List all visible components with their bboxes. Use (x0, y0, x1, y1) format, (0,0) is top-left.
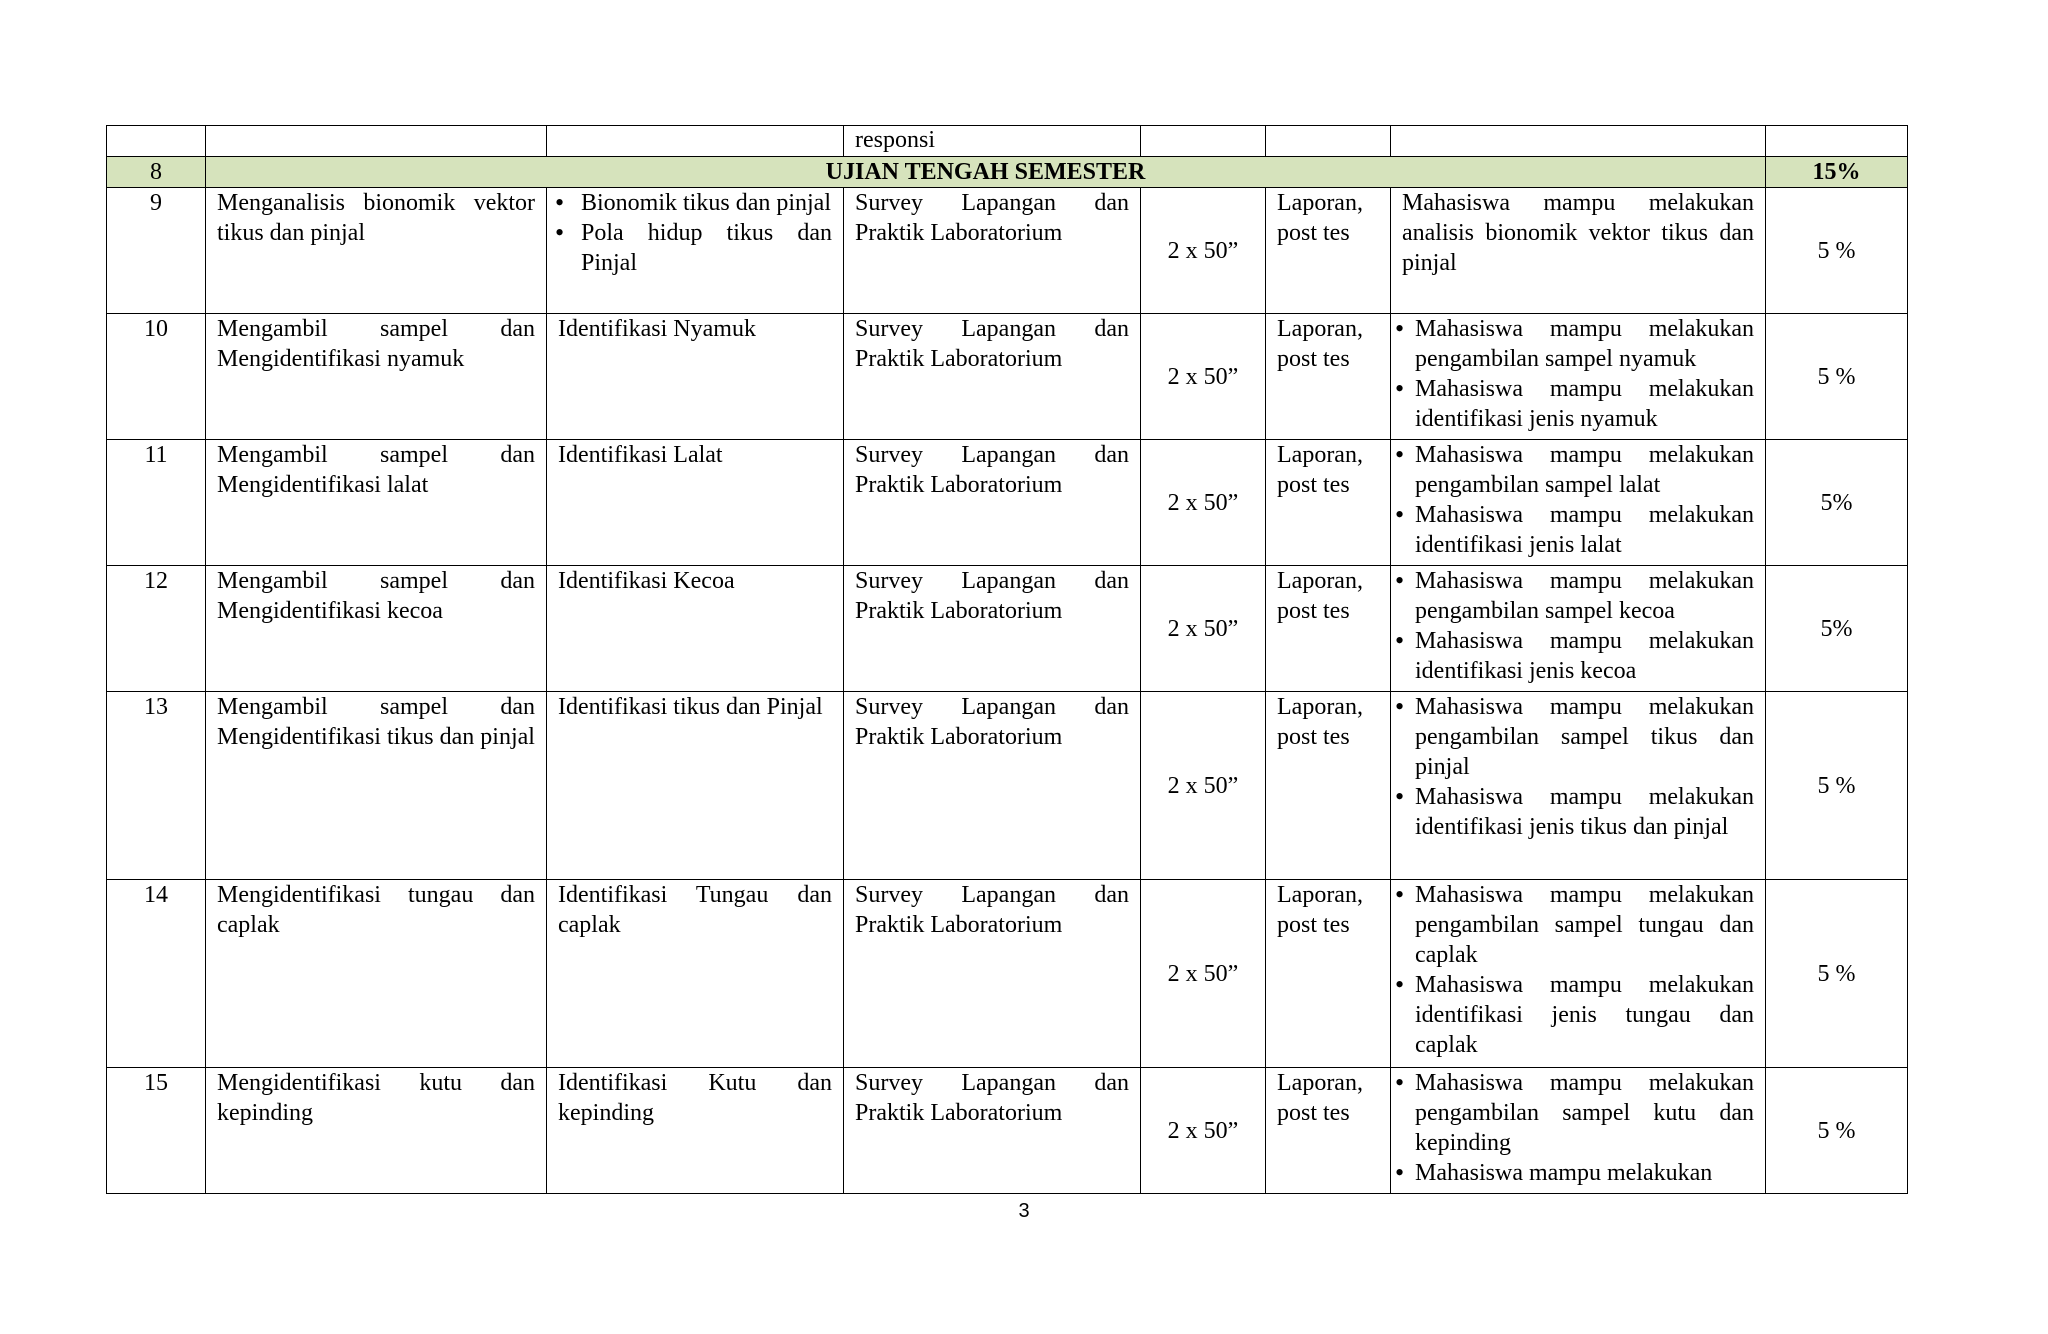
method-cell: Survey Lapangan dan Praktik Laboratorium (844, 880, 1141, 1068)
ability-cell: Mengidentifikasi kutu dan kepinding (206, 1068, 547, 1194)
weight-cell: 5 % (1766, 692, 1908, 880)
ability-cell: Mengambil sampel dan Mengidentifikasi nyamuk (206, 314, 547, 440)
criteria-cell (1391, 314, 1766, 440)
lesson-plan-table (106, 125, 1908, 1194)
experience-cell: Laporan, post tes (1266, 880, 1391, 1068)
material-cell: Identifikasi Tungau dan caplak (547, 880, 844, 1068)
experience-cell: Laporan, post tes (1266, 692, 1391, 880)
criteria-cell (1391, 692, 1766, 880)
experience-cell: Laporan, post tes (1266, 1068, 1391, 1194)
midterm-exam-row (107, 157, 1908, 188)
time-cell: 2 x 50” (1141, 880, 1266, 1068)
table-row (107, 314, 1908, 440)
bullet-list (1394, 314, 1754, 434)
week-cell: 11 (107, 440, 206, 566)
method-cell: Survey Lapangan dan Praktik Laboratorium (844, 1068, 1141, 1194)
method-cell: Survey Lapangan dan Praktik Laboratorium (844, 566, 1141, 692)
bullet-list (1394, 440, 1754, 560)
weight-cell: 5 % (1766, 314, 1908, 440)
list-item: • Mahasiswa mampu melakukan identifikasi jenis tungau dan caplak (1415, 970, 1754, 1060)
list-item: • Mahasiswa mampu melakukan (1415, 1158, 1754, 1188)
list-item: • Mahasiswa mampu melakukan identifikasi jenis kecoa (1415, 626, 1754, 686)
list-item: • Mahasiswa mampu melakukan pengambilan sampel nyamuk (1415, 314, 1754, 374)
ability-cell: Menganalisis bionomik vektor tikus dan pinjal (206, 188, 547, 314)
criteria-cell (1391, 566, 1766, 692)
method-cell: Survey Lapangan dan Praktik Laboratorium (844, 440, 1141, 566)
list-item: • Mahasiswa mampu melakukan pengambilan sampel kutu dan kepinding (1415, 1068, 1754, 1158)
list-item: • Mahasiswa mampu melakukan pengambilan sampel kecoa (1415, 566, 1754, 626)
week-cell (107, 126, 206, 157)
criteria-cell (1391, 440, 1766, 566)
list-item: • Mahasiswa mampu melakukan pengambilan sampel lalat (1415, 440, 1754, 500)
list-item: • Mahasiswa mampu melakukan identifikasi jenis nyamuk (1415, 374, 1754, 434)
week-cell: 14 (107, 880, 206, 1068)
weight-cell: 5 % (1766, 880, 1908, 1068)
list-item: • Mahasiswa mampu melakukan identifikasi jenis lalat (1415, 500, 1754, 560)
table-row (107, 126, 1908, 157)
experience-cell: Laporan, post tes (1266, 314, 1391, 440)
list-item: • Bionomik tikus dan pinjal (581, 188, 832, 218)
table-row (107, 692, 1908, 880)
bullet-list (547, 188, 832, 278)
table-row (107, 188, 1908, 314)
week-cell: 9 (107, 188, 206, 314)
weight-cell: 5% (1766, 440, 1908, 566)
experience-cell: Laporan, post tes (1266, 566, 1391, 692)
criteria-cell (1391, 880, 1766, 1068)
material-cell: Identifikasi Nyamuk (547, 314, 844, 440)
time-cell: 2 x 50” (1141, 440, 1266, 566)
bullet-list (1394, 566, 1754, 686)
week-cell: 13 (107, 692, 206, 880)
weight-cell (1766, 126, 1908, 157)
material-cell: Identifikasi Lalat (547, 440, 844, 566)
material-cell: Identifikasi Kutu dan kepinding (547, 1068, 844, 1194)
weight-cell: 5% (1766, 566, 1908, 692)
week-cell: 12 (107, 566, 206, 692)
material-cell: Identifikasi Kecoa (547, 566, 844, 692)
list-item: • Mahasiswa mampu melakukan identifikasi jenis tikus dan pinjal (1415, 782, 1754, 842)
experience-cell: Laporan, post tes (1266, 440, 1391, 566)
list-item: • Pola hidup tikus dan Pinjal (581, 218, 832, 278)
criteria-cell: Mahasiswa mampu melakukan analisis bionomik vektor tikus dan pinjal (1391, 188, 1766, 314)
time-cell: 2 x 50” (1141, 566, 1266, 692)
page-number: 3 (1018, 1200, 1030, 1222)
time-cell: 2 x 50” (1141, 314, 1266, 440)
time-cell: 2 x 50” (1141, 1068, 1266, 1194)
method-cell: responsi (844, 126, 1141, 157)
method-cell: Survey Lapangan dan Praktik Laboratorium (844, 314, 1141, 440)
ability-cell: Mengambil sampel dan Mengidentifikasi lalat (206, 440, 547, 566)
table-row (107, 1068, 1908, 1194)
list-item: • Mahasiswa mampu melakukan pengambilan sampel tikus dan pinjal (1415, 692, 1754, 782)
method-cell: Survey Lapangan dan Praktik Laboratorium (844, 188, 1141, 314)
ability-cell: Mengambil sampel dan Mengidentifikasi kecoa (206, 566, 547, 692)
weight-cell: 5 % (1766, 188, 1908, 314)
criteria-cell (1391, 1068, 1766, 1194)
material-cell (547, 126, 844, 157)
bullet-list (1394, 880, 1754, 1060)
week-cell: 8 (107, 157, 206, 188)
time-cell: 2 x 50” (1141, 188, 1266, 314)
ability-cell (206, 126, 547, 157)
time-cell (1141, 126, 1266, 157)
ability-cell: Mengidentifikasi tungau dan caplak (206, 880, 547, 1068)
weight-cell: 15% (1766, 157, 1908, 188)
material-cell (547, 188, 844, 314)
material-cell: Identifikasi tikus dan Pinjal (547, 692, 844, 880)
bullet-list (1394, 1068, 1754, 1188)
table-row (107, 880, 1908, 1068)
weight-cell: 5 % (1766, 1068, 1908, 1194)
list-item: • Mahasiswa mampu melakukan pengambilan sampel tungau dan caplak (1415, 880, 1754, 970)
method-cell: Survey Lapangan dan Praktik Laboratorium (844, 692, 1141, 880)
time-cell: 2 x 50” (1141, 692, 1266, 880)
table-row (107, 566, 1908, 692)
week-cell: 15 (107, 1068, 206, 1194)
midterm-exam-title: UJIAN TENGAH SEMESTER (206, 157, 1766, 188)
experience-cell: Laporan, post tes (1266, 188, 1391, 314)
table-row (107, 440, 1908, 566)
criteria-cell (1391, 126, 1766, 157)
bullet-list (1394, 692, 1754, 842)
experience-cell (1266, 126, 1391, 157)
ability-cell: Mengambil sampel dan Mengidentifikasi tikus dan pinjal (206, 692, 547, 880)
week-cell: 10 (107, 314, 206, 440)
